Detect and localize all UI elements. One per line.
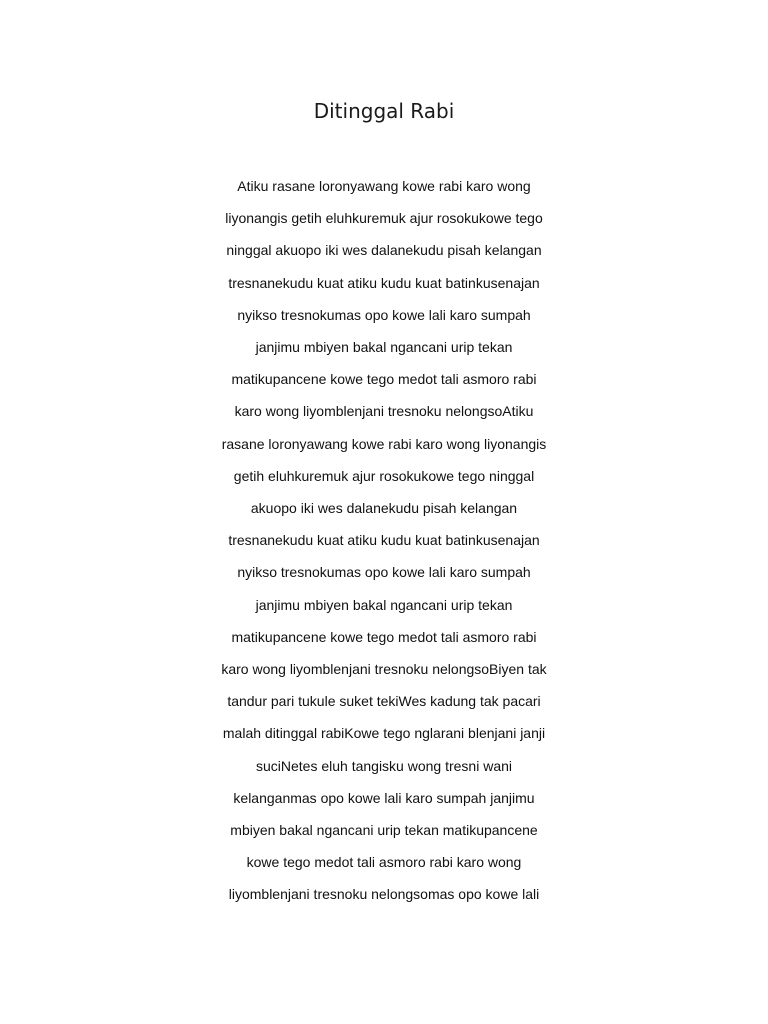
text-line: liyomblenjani tresnoku nelongsomas opo kowe lali [228, 886, 540, 903]
text-line: matikupancene kowe tego medot tali asmoro rabi [231, 628, 537, 645]
text-line: mbiyen bakal ngancani urip tekan matikupancene [230, 822, 538, 839]
text-line: janjimu mbiyen bakal ngancani urip tekan [255, 339, 513, 356]
text-line: Atiku rasane loronyawang kowe rabi karo wong [237, 178, 531, 194]
text-line: ninggal akuopo iki wes dalanekudu pisah kelangan [226, 242, 542, 259]
text-line: nyikso tresnokumas opo kowe lali karo sumpah [237, 306, 531, 323]
text-line: karo wong liyomblenjani tresnoku nelongsoBiyen tak [221, 661, 547, 678]
text-line: nyikso tresnokumas opo kowe lali karo sumpah [237, 564, 531, 581]
text-line: tandur pari tukule suket tekiWes kadung tak pacari [227, 693, 541, 710]
text-line: malah ditinggal rabiKowe tego nglarani blenjani janji [222, 725, 546, 742]
document-body [0, 170, 768, 911]
text-line: karo wong liyomblenjani tresnoku nelongsoAtiku [234, 403, 534, 420]
text-line: kowe tego medot tali asmoro rabi karo wong [246, 854, 522, 871]
text-line: kelanganmas opo kowe lali karo sumpah janjimu [233, 789, 535, 806]
text-line: tresnanekudu kuat atiku kudu kuat batinkusenajan [228, 532, 540, 549]
document-title: Ditinggal Rabi [313, 99, 455, 123]
text-line: janjimu mbiyen bakal ngancani urip tekan [255, 596, 513, 613]
text-line: getih eluhkuremuk ajur rosokukowe tego ninggal [233, 467, 535, 484]
text-line: liyonangis getih eluhkuremuk ajur rosokukowe tego [225, 210, 543, 227]
text-line: tresnanekudu kuat atiku kudu kuat batinkusenajan [228, 274, 540, 291]
text-line: matikupancene kowe tego medot tali asmoro rabi [231, 371, 537, 388]
text-line: suciNetes eluh tangisku wong tresni wani [255, 757, 513, 774]
text-line: akuopo iki wes dalanekudu pisah kelangan [250, 500, 518, 517]
text-line: rasane loronyawang kowe rabi karo wong liyonangis [221, 435, 547, 452]
